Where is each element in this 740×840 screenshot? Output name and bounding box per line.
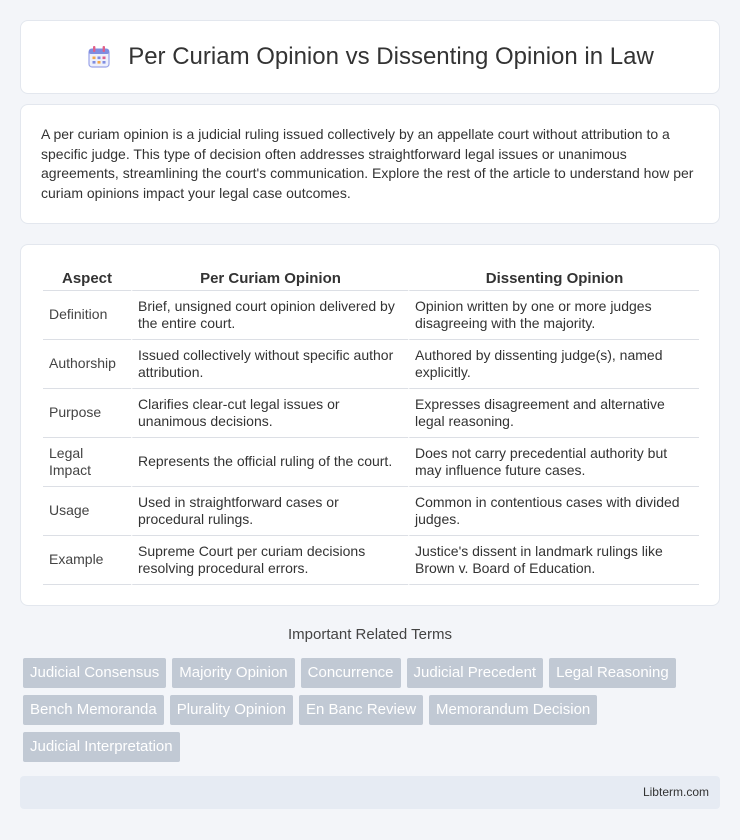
intro-card bbox=[20, 104, 720, 224]
table-row bbox=[43, 389, 699, 438]
related-term-tag[interactable]: Memorandum Decision bbox=[429, 695, 597, 725]
table-row bbox=[43, 438, 699, 487]
table-cell: Used in straightforward cases or procedural rulings. bbox=[131, 487, 408, 536]
related-term-tag[interactable]: Concurrence bbox=[301, 658, 401, 688]
table-cell: Issued collectively without specific author attribution. bbox=[131, 340, 408, 389]
related-term-tag[interactable]: Majority Opinion bbox=[172, 658, 294, 688]
table-cell-aspect: Legal Impact bbox=[43, 438, 131, 487]
comparison-card bbox=[20, 244, 720, 606]
footer bbox=[20, 776, 720, 809]
column-header-dissenting: Dissenting Opinion bbox=[408, 265, 699, 291]
table-cell: Supreme Court per curiam decisions resolving procedural errors. bbox=[131, 536, 408, 585]
table-cell: Clarifies clear-cut legal issues or unanimous decisions. bbox=[131, 389, 408, 438]
table-row bbox=[43, 487, 699, 536]
related-term-tag[interactable]: Judicial Consensus bbox=[23, 658, 166, 688]
column-header-aspect: Aspect bbox=[43, 265, 131, 291]
related-term-tag[interactable]: Judicial Interpretation bbox=[23, 732, 180, 762]
table-cell: Common in contentious cases with divided judges. bbox=[408, 487, 699, 536]
table-cell-aspect: Authorship bbox=[43, 340, 131, 389]
title-card bbox=[20, 20, 720, 94]
table-cell: Brief, unsigned court opinion delivered by the entire court. bbox=[131, 291, 408, 340]
related-term-tag[interactable]: Judicial Precedent bbox=[407, 658, 544, 688]
table-cell: Represents the official ruling of the court. bbox=[131, 438, 408, 487]
footer-site-link[interactable]: Libterm.com bbox=[642, 785, 709, 799]
related-terms-list bbox=[23, 658, 703, 762]
table-cell: Does not carry precedential authority but may influence future cases. bbox=[408, 438, 699, 487]
table-cell-aspect: Definition bbox=[43, 291, 131, 340]
related-terms-heading: Important Related Terms bbox=[288, 626, 452, 643]
related-term-tag[interactable]: Plurality Opinion bbox=[170, 695, 293, 725]
calendar-icon bbox=[86, 44, 112, 70]
column-header-per-curiam: Per Curiam Opinion bbox=[131, 265, 408, 291]
table-cell-aspect: Purpose bbox=[43, 389, 131, 438]
table-header-row bbox=[43, 265, 699, 291]
table-cell: Authored by dissenting judge(s), named explicitly. bbox=[408, 340, 699, 389]
related-term-tag[interactable]: En Banc Review bbox=[299, 695, 423, 725]
table-cell-aspect: Usage bbox=[43, 487, 131, 536]
table-cell: Opinion written by one or more judges disagreeing with the majority. bbox=[408, 291, 699, 340]
related-term-tag[interactable]: Legal Reasoning bbox=[549, 658, 676, 688]
table-cell: Justice's dissent in landmark rulings like Brown v. Board of Education. bbox=[408, 536, 699, 585]
table-row bbox=[43, 536, 699, 585]
page-title: Per Curiam Opinion vs Dissenting Opinion in Law bbox=[128, 43, 654, 70]
intro-paragraph: A per curiam opinion is a judicial ruling issued collectively by an appellate court without attribution to a specific judge. This type of decision often addresses straightforward legal issues or unanimous agreements, streamlining the court's communication. Explore the rest of the article to understand how per curiam opinions impact your legal case outcomes. bbox=[41, 126, 694, 201]
table-cell: Expresses disagreement and alternative legal reasoning. bbox=[408, 389, 699, 438]
related-term-tag[interactable]: Bench Memoranda bbox=[23, 695, 164, 725]
table-cell-aspect: Example bbox=[43, 536, 131, 585]
table-row bbox=[43, 340, 699, 389]
comparison-table bbox=[43, 265, 699, 585]
table-row bbox=[43, 291, 699, 340]
